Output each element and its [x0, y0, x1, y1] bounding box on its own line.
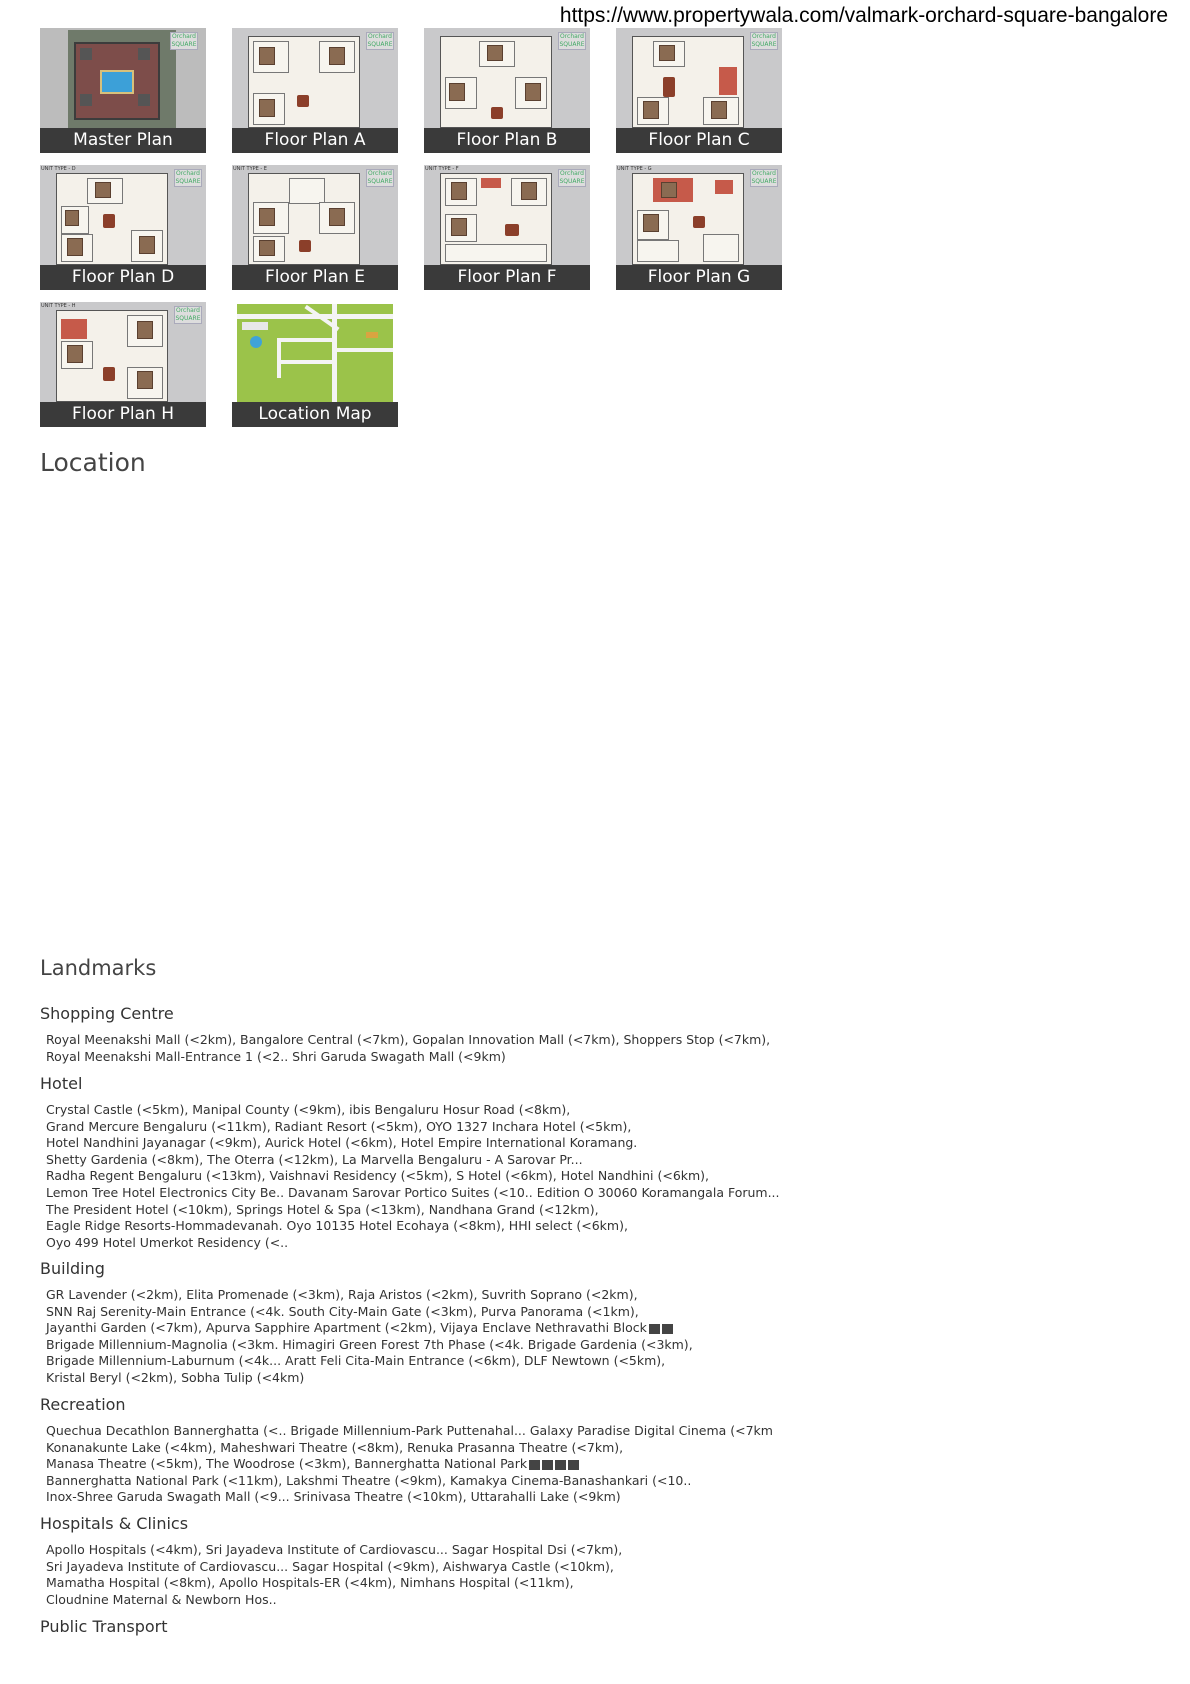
floor-plan-d-thumbnail: UNIT TYPE - D Orchard SQUARE [40, 165, 206, 265]
landmark-line: Radha Regent Bengaluru (<13km), Vaishnavi Residency (<5km), S Hotel (<6km), Hotel Nandhini (<6km), [46, 1168, 710, 1184]
gallery-tile-master-plan[interactable] [40, 28, 206, 153]
gallery-tile-floor-plan-g[interactable] [616, 165, 782, 290]
gallery-caption: Floor Plan G [616, 265, 782, 290]
gallery-caption: Floor Plan H [40, 402, 206, 427]
landmark-line: Grand Mercure Bengaluru (<11km), Radiant Resort (<5km), OYO 1327 Inchara Hotel (<5km), [46, 1118, 632, 1134]
landmark-line: Oyo 499 Hotel Umerkot Residency (<.. [46, 1234, 289, 1250]
section-title: Public Transport [40, 1617, 168, 1636]
landmark-line: Bannerghatta National Park (<11km), Lakshmi Theatre (<9km), Kamakya Cinema-Banashankari (<10.. [46, 1472, 692, 1488]
gallery-caption: Floor Plan D [40, 265, 206, 290]
gallery-tile-floor-plan-f[interactable] [424, 165, 590, 290]
section-title: Building [40, 1259, 105, 1278]
missing-glyph-icon [555, 1460, 566, 1470]
section-title: Hospitals & Clinics [40, 1514, 189, 1533]
landmark-section-hotel [40, 1074, 800, 1251]
landmark-section-building [40, 1259, 800, 1387]
landmark-line: Mamatha Hospital (<8km), Apollo Hospitals-ER (<4km), Nimhans Hospital (<11km), [46, 1575, 574, 1591]
missing-glyph-icon [529, 1460, 540, 1470]
landmark-line: Jayanthi Garden (<7km), Apurva Sapphire Apartment (<2km), Vijaya Enclave Nethravathi Block [46, 1320, 647, 1336]
gallery-tile-floor-plan-e[interactable] [232, 165, 398, 290]
landmark-section-recreation [40, 1395, 800, 1506]
landmark-line: Cloudnine Maternal & Newborn Hos.. [46, 1591, 277, 1607]
floor-plan-f-thumbnail: UNIT TYPE - F Orchard SQUARE [424, 165, 590, 265]
missing-glyph-icon [568, 1460, 579, 1470]
gallery-tile-floor-plan-b[interactable] [424, 28, 590, 153]
master-plan-thumbnail: Orchard SQUARE [40, 28, 206, 128]
gallery-tile-location-map[interactable] [232, 302, 398, 427]
gallery-tile-floor-plan-h[interactable] [40, 302, 206, 427]
gallery-tile-floor-plan-d[interactable] [40, 165, 206, 290]
landmark-line: Crystal Castle (<5km), Manipal County (<9km), ibis Bengaluru Hosur Road (<8km), [46, 1102, 571, 1117]
landmark-line: Shetty Gardenia (<8km), The Oterra (<12km), La Marvella Bengaluru - A Sarovar Pr... [46, 1151, 583, 1167]
gallery-caption: Floor Plan C [616, 128, 782, 153]
landmark-line: SNN Raj Serenity-Main Entrance (<4k. South City-Main Gate (<3km), Purva Panorama (<1km), [46, 1303, 639, 1319]
landmark-section-hospitals [40, 1514, 800, 1608]
landmark-section-shopping [40, 1004, 800, 1065]
location-heading: Location [40, 448, 146, 477]
gallery-caption: Floor Plan E [232, 265, 398, 290]
gallery-caption: Floor Plan A [232, 128, 398, 153]
floor-plan-c-thumbnail: Orchard SQUARE [616, 28, 782, 128]
gallery-caption: Floor Plan B [424, 128, 590, 153]
landmarks-heading: Landmarks [40, 956, 157, 980]
landmark-line: Brigade Millennium-Laburnum (<4k... Aratt Feli Cita-Main Entrance (<6km), DLF Newtown (<5km), [46, 1353, 666, 1369]
landmark-line: The President Hotel (<10km), Springs Hotel & Spa (<13km), Nandhana Grand (<12km), [46, 1201, 599, 1217]
landmark-line: Lemon Tree Hotel Electronics City Be.. Davanam Sarovar Portico Suites (<10.. Edition O 30060 Koramangala Forum... [46, 1184, 780, 1200]
section-title: Hotel [40, 1074, 83, 1093]
floor-plan-h-thumbnail: UNIT TYPE - H Orchard SQUARE [40, 302, 206, 402]
gallery-tile-floor-plan-c[interactable] [616, 28, 782, 153]
landmark-line: Apollo Hospitals (<4km), Sri Jayadeva Institute of Cardiovascu... Sagar Hospital Dsi (<7km), [46, 1542, 623, 1557]
landmark-line: Sri Jayadeva Institute of Cardiovascu... Sagar Hospital (<9km), Aishwarya Castle (<10km), [46, 1558, 614, 1574]
floor-plan-a-thumbnail: Orchard SQUARE [232, 28, 398, 128]
landmark-line: GR Lavender (<2km), Elita Promenade (<3km), Raja Aristos (<2km), Suvrith Soprano (<2km), [46, 1287, 638, 1302]
landmark-line: Royal Meenakshi Mall-Entrance 1 (<2.. Shri Garuda Swagath Mall (<9km) [46, 1048, 506, 1064]
section-title: Recreation [40, 1395, 126, 1414]
floor-plan-b-thumbnail: Orchard SQUARE [424, 28, 590, 128]
location-map-thumbnail [232, 302, 398, 402]
landmark-line: Eagle Ridge Resorts-Hommadevanah. Oyo 10135 Hotel Ecohaya (<8km), HHI select (<6km), [46, 1218, 628, 1234]
gallery-tile-floor-plan-a[interactable] [232, 28, 398, 153]
landmark-line: Inox-Shree Garuda Swagath Mall (<9... Srinivasa Theatre (<10km), Uttarahalli Lake (<9km) [46, 1489, 621, 1505]
landmark-line: Konanakunte Lake (<4km), Maheshwari Theatre (<8km), Renuka Prasanna Theatre (<7km), [46, 1439, 624, 1455]
landmark-line: Royal Meenakshi Mall (<2km), Bangalore Central (<7km), Gopalan Innovation Mall (<7km), Shoppers Stop (<7km), [46, 1032, 771, 1047]
gallery-caption: Master Plan [40, 128, 206, 153]
floor-plan-g-thumbnail: UNIT TYPE - G Orchard SQUARE [616, 165, 782, 265]
landmark-line: Kristal Beryl (<2km), Sobha Tulip (<4km) [46, 1369, 305, 1385]
gallery-caption: Floor Plan F [424, 265, 590, 290]
floor-plan-e-thumbnail: UNIT TYPE - E Orchard SQUARE [232, 165, 398, 265]
source-url[interactable]: https://www.propertywala.com/valmark-orchard-square-bangalore [559, 4, 1168, 27]
landmark-line: Manasa Theatre (<5km), The Woodrose (<3km), Bannerghatta National Park [46, 1456, 528, 1472]
landmark-line: Hotel Nandhini Jayanagar (<9km), Aurick Hotel (<6km), Hotel Empire International Koramang. [46, 1135, 638, 1151]
gallery-caption: Location Map [232, 402, 398, 427]
landmark-line: Brigade Millennium-Magnolia (<3km. Himagiri Green Forest 7th Phase (<4k. Brigade Gardenia (<3km), [46, 1336, 693, 1352]
landmark-line: Quechua Decathlon Bannerghatta (<.. Brigade Millennium-Park Puttenahal... Galaxy Paradise Digital Cinema (<7km [46, 1423, 773, 1438]
landmark-section-public-transport [40, 1617, 800, 1636]
missing-glyph-icon [662, 1324, 673, 1334]
missing-glyph-icon [542, 1460, 553, 1470]
section-title: Shopping Centre [40, 1004, 174, 1023]
missing-glyph-icon [649, 1324, 660, 1334]
